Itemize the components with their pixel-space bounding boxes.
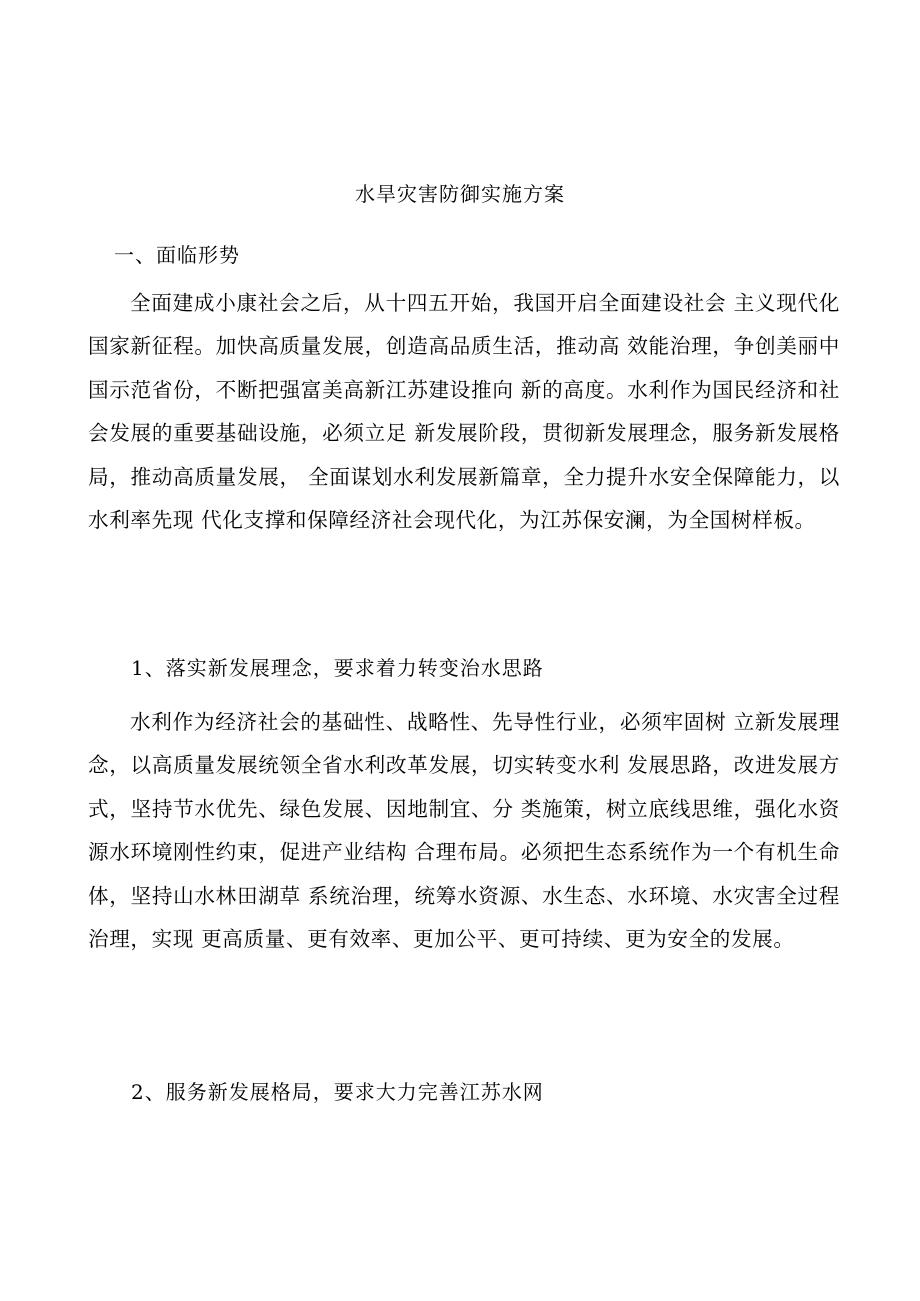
section-heading-situation: 一、面临形势: [114, 243, 240, 267]
subheading-new-development-concept: 1、落实新发展理念，要求着力转变治水思路: [131, 656, 544, 680]
document-title: 水旱灾害防御实施方案: [355, 182, 565, 206]
subheading-new-development-pattern: 2、服务新发展格局，要求大力完善江苏水网: [131, 1080, 544, 1104]
paragraph-situation: 全面建成小康社会之后，从十四五开始，我国开启全面建设社会 主义现代化国家新征程。加快高质量发展，创造高品质生活，推动高 效能治理，争创美丽中国示范省份，不断把强富美高新江苏建设推向 新的高度。水利作为国民经济和社会发展的重要基础设施，必须立足 新发展阶段，贯彻新发展理念，服务新发展格局，推动高质量发展， 全面谋划水利发展新篇章，全力提升水安全保障能力，以水利率先现 代化支撑和保障经济社会现代化，为江苏保安澜，为全国树样板。: [88, 291, 840, 533]
paragraph-development-concept: 水利作为经济社会的基础性、战略性、先导性行业，必须牢固树 立新发展理念，以高质量发展统领全省水利改革发展，切实转变水利 发展思路，改进发展方式，坚持节水优先、绿色发展、因地制宜、分 类施策，树立底线思维，强化水资源水环境刚性约束，促进产业结构 合理布局。必须把生态系统作为一个有机生命体，坚持山水林田湖草 系统治理，统筹水资源、水生态、水环境、水灾害全过程治理，实现 更高质量、更有效率、更加公平、更可持续、更为安全的发展。: [88, 710, 840, 952]
